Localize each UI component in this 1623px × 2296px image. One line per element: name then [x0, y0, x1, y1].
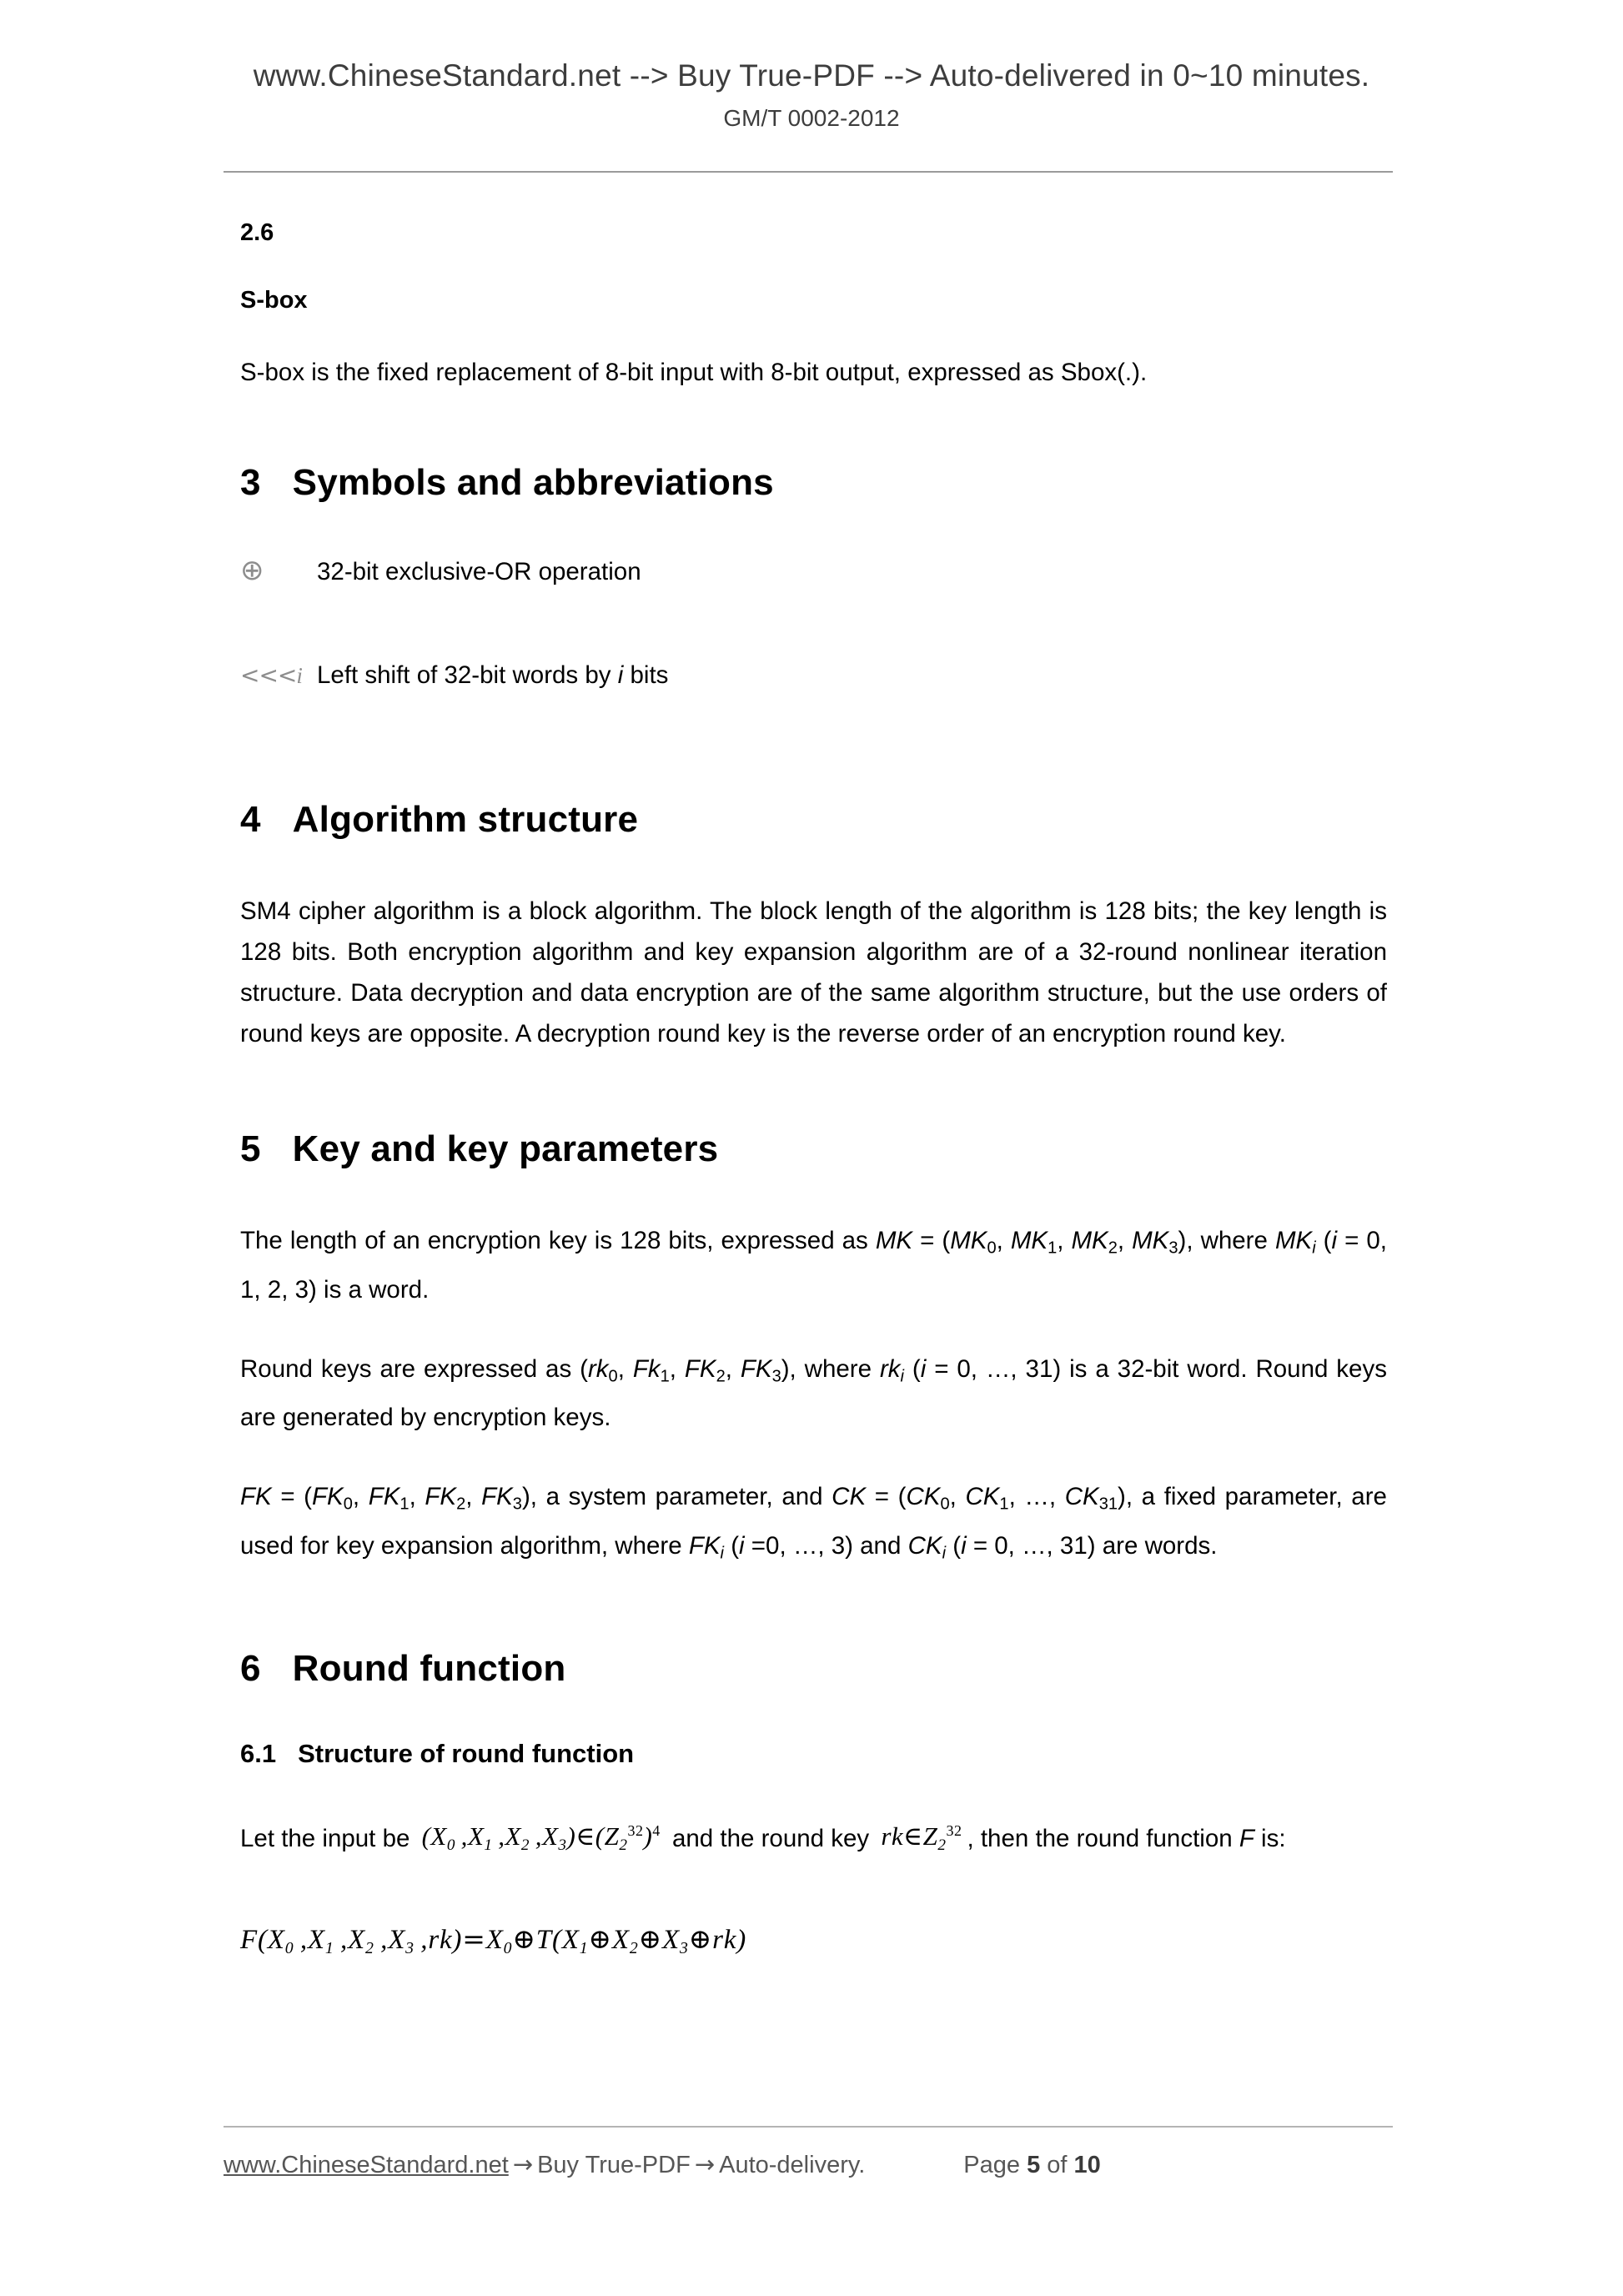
section-4-number: 4 [240, 799, 261, 841]
math-round-key-domain: $rk\in Z_2^{32}$ [881, 1821, 962, 1855]
section-5-paragraph-1: The length of an encryption key is 128 bits, expressed as MK = (MK0, MK1, MK2, MK3), where $MK_i$ (i = 0, 1, 2, 3) is a word. [240, 1226, 1387, 1304]
subsection-6-1-title: Structure of round function [298, 1739, 635, 1769]
of-label: of [1047, 2152, 1068, 2178]
symbol-description: 32-bit exclusive-OR operation [317, 558, 641, 586]
section-6-title: Round function [292, 1648, 566, 1690]
footer-mid-text: Buy True-PDF [537, 2152, 691, 2178]
section-3-number: 3 [240, 461, 261, 503]
arrow-right-icon: → [694, 2150, 716, 2178]
section-6-1-intro: Let the input be ($X_0$ $,X_1$ $,X_2$ $,X_3)\in(Z_2^{32})^4$ and the round key $rk\in Z_2^{32}$ , then the round function F is: [240, 1812, 1387, 1867]
math-input-domain: ($X_0$ $,X_1$ $,X_2$ $,X_3)\in(Z_2^{32})^4$ [421, 1821, 661, 1855]
section-3-title: Symbols and abbreviations [292, 461, 774, 503]
section-heading-4 [240, 798, 1387, 842]
section-heading-6 [240, 1647, 1387, 1691]
page-footer [224, 2150, 1393, 2179]
term-number: 2.6 [240, 219, 274, 246]
section-5-paragraph-2: Round keys are expressed as (rk0, Fk1, FK2, FK3), where $rk_i$ (i = 0, …, 31) is a 32-bit word. Round keys are generated by encryption keys. [240, 1354, 1387, 1432]
section-heading-3 [240, 461, 1387, 505]
footer-website-link[interactable]: www.ChineseStandard.net [224, 2152, 509, 2178]
symbol-row [240, 556, 1387, 618]
standard-number: GM/T 0002-2012 [723, 105, 900, 131]
circled-plus-icon: ⊕ [240, 554, 264, 588]
term-name: S-box [240, 286, 308, 314]
section-4-paragraph: SM4 cipher algorithm is a block algorithm. The block length of the algorithm is 128 bits; the key length is 128 bits. Both encryption algorithm and key expansion algorithm are of a 32-round nonlinear iteration structure. Data decryption and data encryption are of the same algorithm structure, but the use orders of round keys are opposite. A decryption round key is the reverse order of an encryption round key. [240, 897, 1387, 1048]
left-shift-icon: <<<i [240, 661, 302, 690]
page-header [0, 58, 1623, 132]
subsection-heading-6-1 [240, 1738, 1387, 1769]
page-label: Page [963, 2152, 1020, 2178]
document-body [240, 219, 1387, 1958]
arrow-right-icon: → [512, 2150, 534, 2178]
section-6-number: 6 [240, 1648, 261, 1690]
symbols-list [240, 556, 1387, 721]
section-5-title: Key and key parameters [292, 1128, 719, 1170]
page-indicator [963, 2152, 1101, 2179]
term-definition: S-box is the fixed replacement of 8-bit input with 8-bit output, expressed as Sbox(.). [240, 358, 1148, 386]
promo-banner: www.ChineseStandard.net --> Buy True-PDF --> Auto-delivered in 0~10 minutes. [253, 58, 1370, 93]
footer-divider [224, 2126, 1393, 2128]
section-4-title: Algorithm structure [292, 799, 639, 841]
section-5-paragraph-3: FK = (FK0, FK1, FK2, FK3), a system parameter, and CK = (CK0, CK1, …, CK31), a fixed parameter, are used for key expansion algorithm, where $FK_i$ (i =0, …, 3) and $CK_i$ (i = 0, …, 31) are words. [240, 1483, 1387, 1563]
symbol-description: Left shift of 32-bit words by i bits [317, 661, 669, 690]
footer-end-text: Auto-delivery. [719, 2152, 866, 2178]
section-5-number: 5 [240, 1128, 261, 1170]
header-divider [224, 171, 1393, 173]
footer-promo [224, 2150, 865, 2179]
round-function-formula: $F(X_0$ $,X_1$ $,X_2$ $,X_3$ $,rk)=X_0\oplus T(X_1\oplus X_2\oplus X_3\oplus rk)$ [240, 1922, 747, 1958]
section-heading-5 [240, 1128, 1387, 1172]
current-page-number: 5 [1027, 2152, 1041, 2178]
subsection-6-1-number: 6.1 [240, 1739, 277, 1769]
symbol-row [240, 660, 1387, 721]
total-page-count: 10 [1073, 2152, 1101, 2178]
